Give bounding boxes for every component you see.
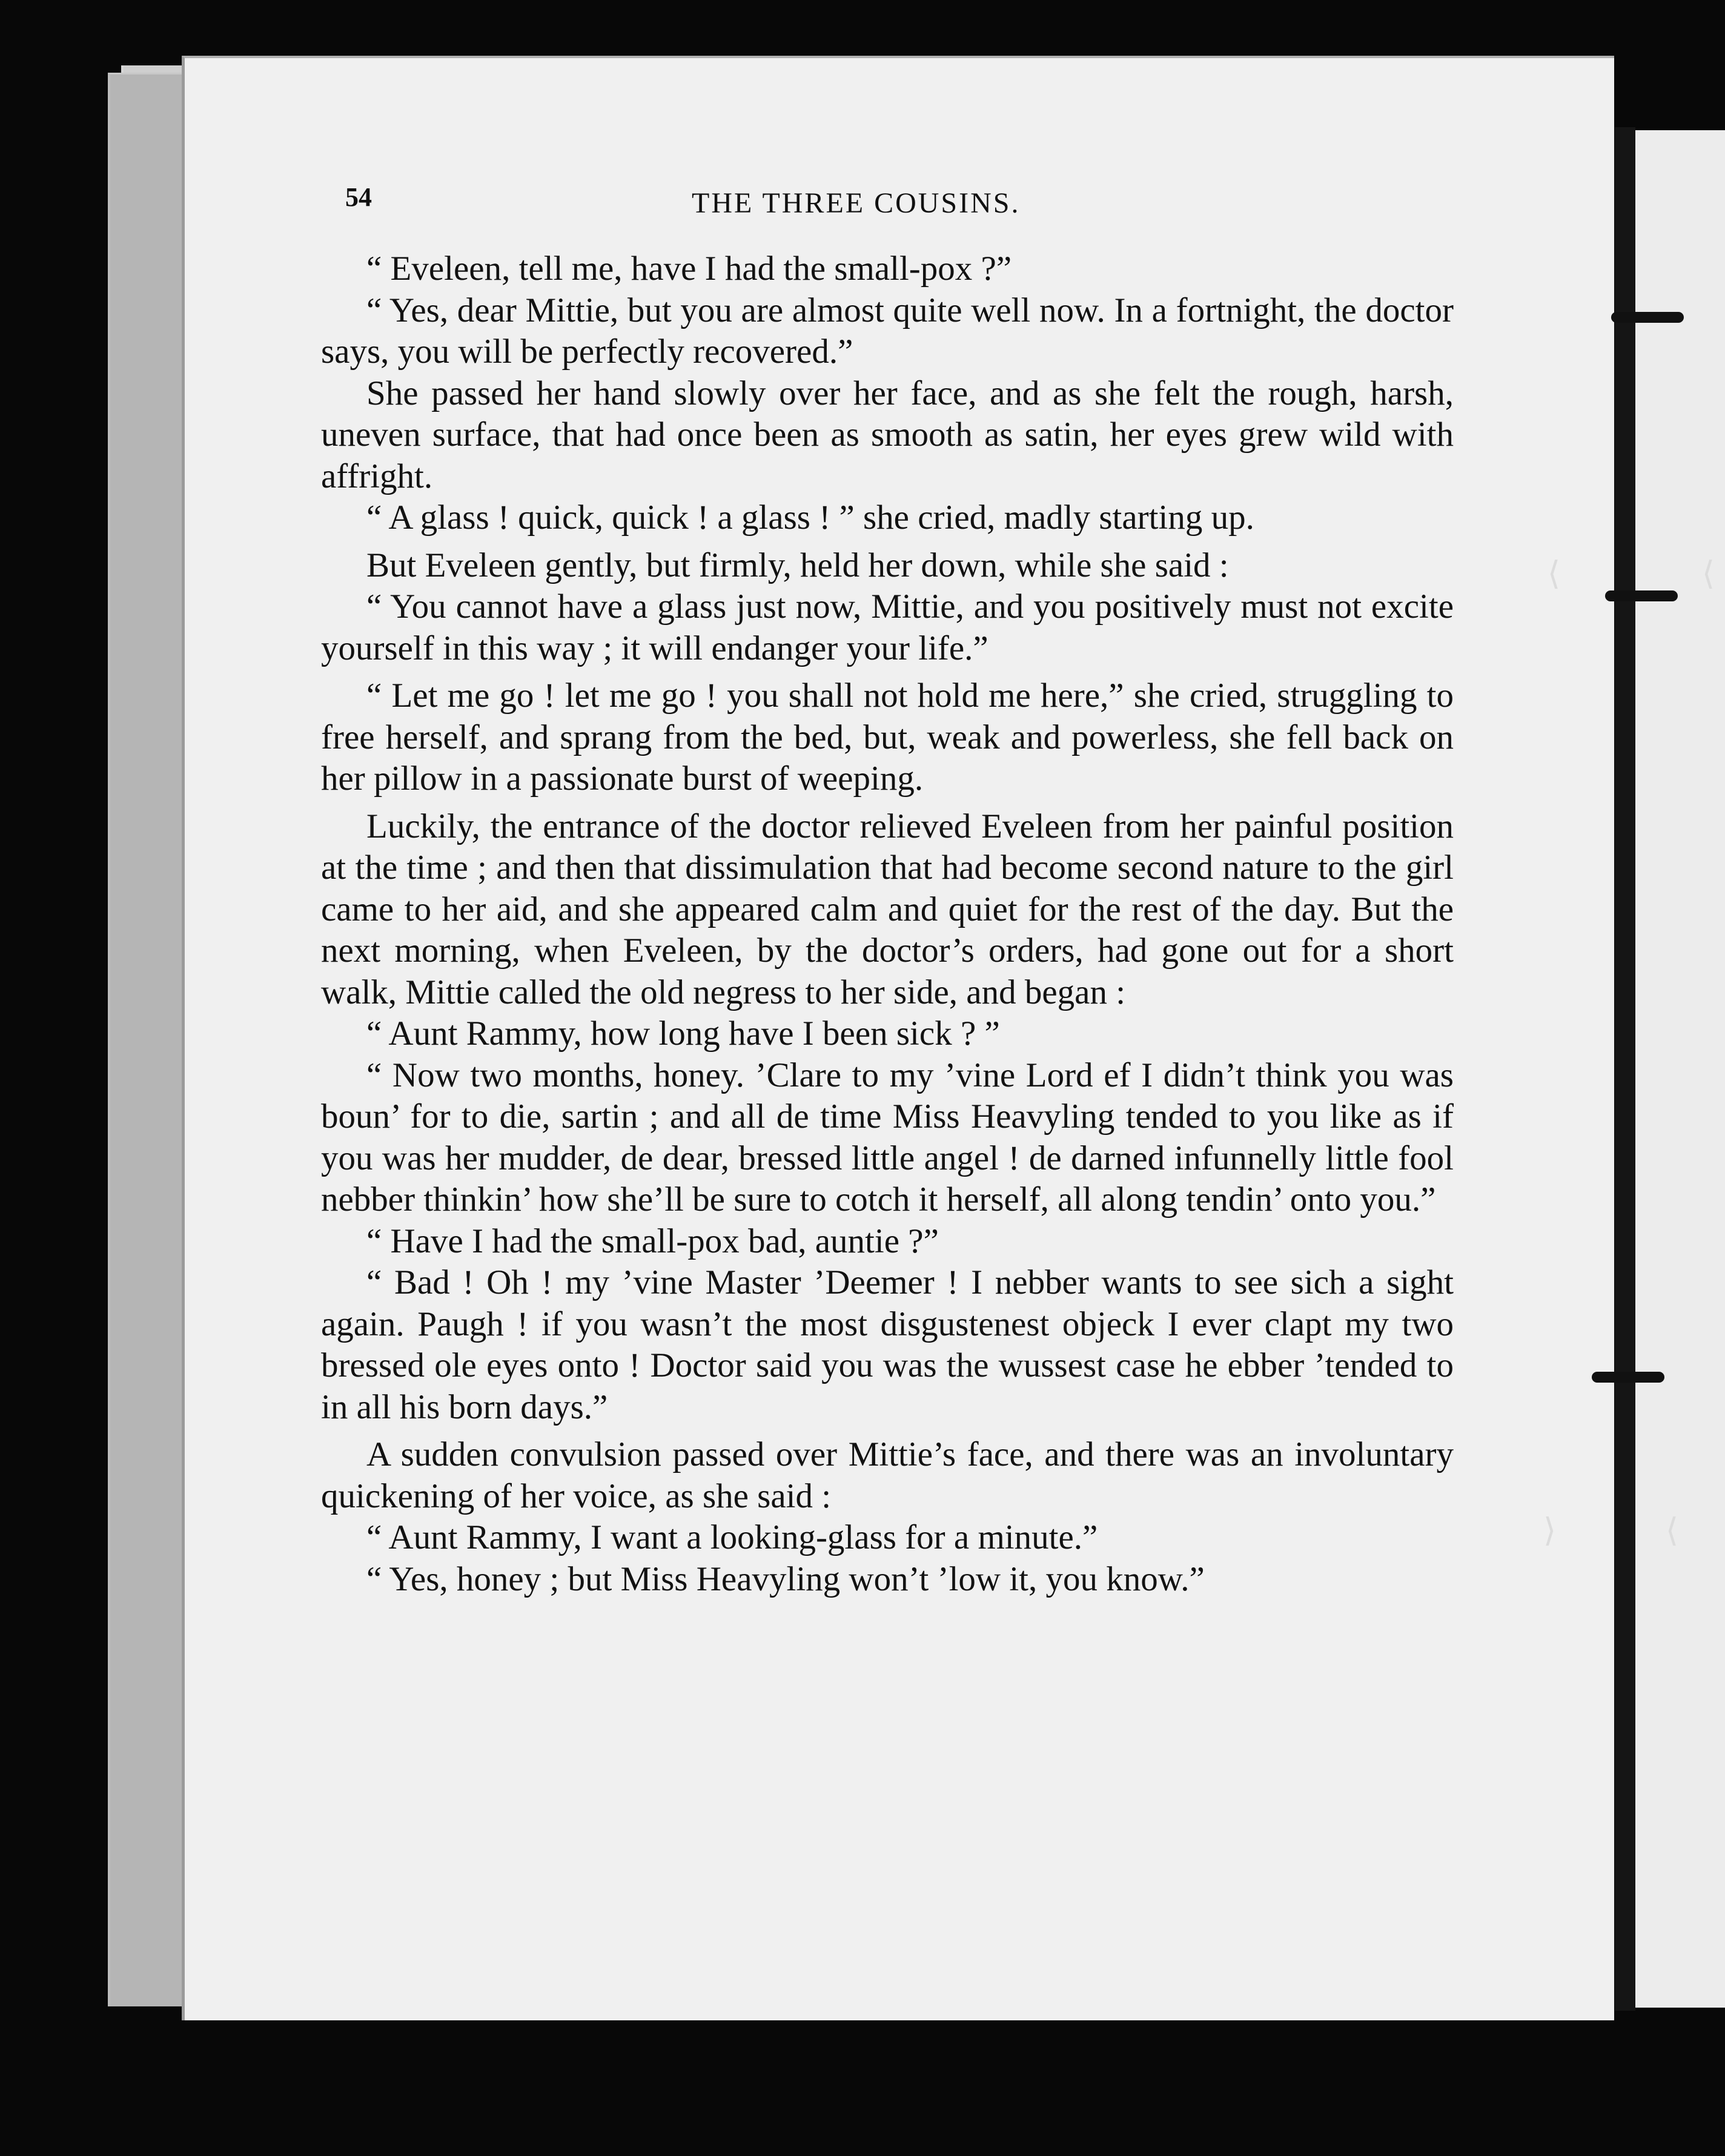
binding-tie (1592, 1372, 1664, 1383)
running-head (345, 182, 1617, 236)
gutter-mark: ⟨ (1666, 1511, 1679, 1549)
paragraph: A sudden convulsion passed over Mittie’s face, and there was an involuntary quickening of her voice, as she said : (321, 1435, 1454, 1515)
paragraph: “ You cannot have a glass just now, Mittie, and you positively must not excite yourself in this way ; it will endanger your life.” (321, 587, 1454, 667)
gutter-mark: ⟩ (1543, 1511, 1557, 1549)
paragraph: “ Aunt Rammy, I want a looking-glass for a minute.” (366, 1518, 1098, 1556)
paragraph: “ Bad ! Oh ! my ’vine Master ’Deemer ! I nebber wants to see sich a sight again. Paugh ! if you wasn’t the most disgustenest objeck I ever clapt my two bressed ole eyes onto ! Doctor said you was the wussest case he ebber ’tended to in all his born days.” (321, 1263, 1454, 1426)
paragraph: But Eveleen gently, but firmly, held her down, while she said : (366, 546, 1229, 584)
paragraph: “ Have I had the small-pox bad, auntie ?” (366, 1222, 939, 1260)
paragraph: “ Yes, dear Mittie, but you are almost quite well now. In a fortnight, the doctor says, you will be perfectly recovered.” (321, 291, 1454, 371)
gutter-mark: ⟨ (1548, 554, 1561, 592)
paragraph: “ Let me go ! let me go ! you shall not hold me here,” she cried, struggling to free herself, and sprang from the bed, but, weak and powerless, she fell back on her pillow in a passionate burst of weeping. (321, 676, 1454, 798)
book-gutter (1615, 127, 1635, 2011)
paragraph: Luckily, the entrance of the doctor relieved Eveleen from her painful position at the time ; and then that dissimulation that had become second nature to the girl came to her aid, and she appeared calm and quiet for the rest of the day. But the next morning, when Eveleen, by the doctor’s orders, had gone out for a short walk, Mittie called the old negress to her side, and began : (321, 807, 1454, 1011)
binding-tie (1611, 312, 1684, 323)
paragraph: “ Eveleen, tell me, have I had the small-pox ?” (366, 250, 1012, 288)
paragraph: She passed her hand slowly over her face, and as she felt the rough, harsh, uneven surface, that had once been as smooth as satin, her eyes grew wild with affright. (321, 374, 1454, 495)
paragraph: “ Now two months, honey. ’Clare to my ’vine Lord ef I didn’t think you was boun’ for to die, sartin ; and all de time Miss Heavyling tended to you like as if you was her mudder, de dear, bressed little angel ! de darned infunnelly little fool nebber thinkin’ how she’ll be sure to cotch it herself, all along tendin’ onto you.” (321, 1056, 1454, 1219)
binding-tie (1605, 590, 1678, 601)
paragraph: “ A glass ! quick, quick ! a glass ! ” she cried, madly starting up. (366, 498, 1254, 537)
body-text (321, 248, 1454, 1600)
paragraph: “ Yes, honey ; but Miss Heavyling won’t ’low it, you know.” (366, 1559, 1205, 1598)
running-title: THE THREE COUSINS. (692, 187, 1021, 219)
paragraph: “ Aunt Rammy, how long have I been sick ? ” (366, 1014, 1000, 1053)
page-number: 54 (345, 182, 372, 212)
gutter-mark: ⟨ (1702, 554, 1715, 592)
opposite-page-edge (1635, 130, 1725, 2008)
